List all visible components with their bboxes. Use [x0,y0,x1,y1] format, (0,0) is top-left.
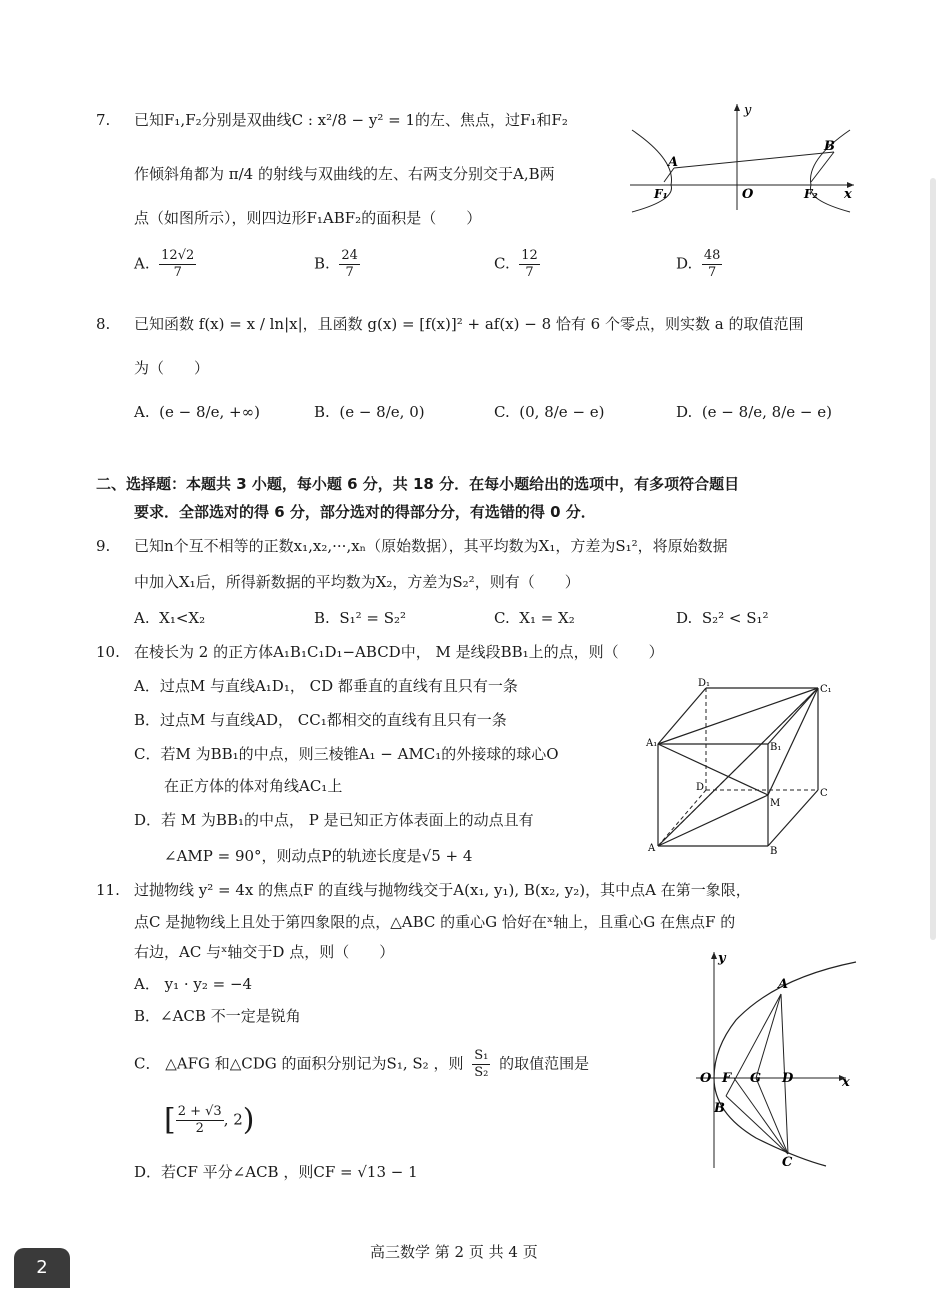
q7-option-a: A. $\frac{12√2}{7}$ [134,248,195,280]
q10-cube-figure [644,676,832,856]
fig11-label-b: B [714,1101,725,1116]
q11-option-c: C． △AFG 和△CDG 的面积分别记为S₁, S₂ ，则 $\frac{\text{S₁}}{\text{S₂}}$ 的取值范围是 [134,1048,590,1080]
q7-line1: 已知F₁,F₂分别是双曲线C : x²/8 − y² = 1的左、焦点，过F₁和F₂ [134,111,568,129]
q8-line2: 为（ ） [134,359,210,377]
q11-line3: 右边，AC 与ˣ轴交于D 点，则（ ） [134,943,395,961]
fig11-label-x: x [842,1075,850,1090]
fig10-label-d1: D₁ [698,678,711,689]
q10-option-c-line2: 在正方体的体对角线AC₁上 [164,777,343,795]
q8-option-c: C. (0, 8/e − e) [494,403,605,421]
fig7-label-a: A [668,155,679,170]
q7-option-c: C. $\frac{12}{7}$ [494,248,538,280]
q9-option-b: B. S₁² = S₂² [314,609,407,627]
fig10-label-c1: C₁ [820,684,832,695]
fig11-label-a: A [778,977,789,992]
q11-number: 11. [96,881,120,899]
q11-parabola-figure [696,948,858,1170]
q8-number: 8. [96,315,111,333]
fig11-label-c: C [782,1155,793,1170]
q11-option-b: B．∠ACB 不一定是锐角 [134,1007,301,1025]
ray-f2-b [811,152,834,182]
fig7-label-f2: F₂ [804,187,818,201]
section2-heading-line1: 二、选择题：本题共 3 小题，每小题 6 分，共 18 分．在每小题给出的选项中，有多项符合题目 [96,475,740,493]
scrollbar[interactable] [930,178,936,940]
fig10-label-a1: A₁ [646,738,658,749]
fig11-label-o: O [700,1071,712,1086]
q9-line2: 中加入X₁后，所得新数据的平均数为X₂，方差为S₂²，则有（ ） [134,573,580,591]
q10-option-a: A．过点M 与直线A₁D₁， CD 都垂直的直线有且只有一条 [134,677,518,695]
q7-option-d: D. $\frac{48}{7}$ [676,248,721,280]
q10-option-c-line1: C．若M 为BB₁的中点，则三棱锥A₁ − AMC₁的外接球的球心O [134,745,559,763]
q8-line1: 已知函数 f(x) = x / ln|x|，且函数 g(x) = [f(x)]² + af(x) − 8 恰有 6 个零点，则实数 a 的取值范围 [134,315,804,333]
q8-option-a: A. (e − 8/e, +∞) [134,403,260,421]
fig10-label-m: M [770,798,781,809]
segment-a-b [674,152,834,168]
page-footer: 高三数学 第 2 页 共 4 页 [370,1243,538,1261]
q8-option-b: B. (e − 8/e, 0) [314,403,425,421]
q11-line1: 过抛物线 y² = 4x 的焦点F 的直线与抛物线交于A(x₁, y₁), B(x₂, y₂)，其中点A 在第一象限， [134,881,751,899]
q9-line1: 已知n个互不相等的正数x₁,x₂,···,xₙ（原始数据），其平均数为X₁，方差为S₁²，将原始数据 [134,537,728,555]
fig10-label-c: C [820,788,828,799]
q7-hyperbola-figure [626,100,858,215]
q10-number: 10. [96,643,120,661]
fig7-label-f1: F₁ [654,187,668,201]
q9-option-d: D. S₂² < S₁² [676,609,769,627]
q8-option-d: D. (e − 8/e, 8/e − e) [676,403,832,421]
q9-number: 9. [96,537,111,555]
q7-line2: 作倾斜角都为 π/4 的射线与双曲线的左、右两支分别交于A,B两 [134,165,555,183]
fig7-label-b: B [824,139,835,154]
q10-option-d-line2: ∠AMP = 90°，则动点P的轨迹长度是√5 + 4 [164,847,473,865]
fig7-label-x: x [844,187,852,202]
q11-option-d: D．若CF 平分∠ACB ，则CF = √13 − 1 [134,1163,418,1181]
fig11-label-g: G [750,1071,762,1086]
q9-option-c: C. X₁ = X₂ [494,609,575,627]
q11-line2: 点C 是抛物线上且处于第四象限的点，△ABC 的重心G 恰好在ˣ轴上，且重心G 在焦点F 的 [134,913,736,931]
fig11-label-f: F [722,1071,732,1086]
fig11-label-y: y [718,951,726,966]
fig11-label-d: D [782,1071,794,1086]
section2-heading-line2: 要求．全部选对的得 6 分，部分选对的得部分分，有选错的得 0 分． [134,503,596,521]
q9-option-a: A. X₁<X₂ [134,609,206,627]
ray-f1-a [664,168,674,182]
fig10-label-a: A [648,843,656,854]
q10-line1: 在棱长为 2 的正方体A₁B₁C₁D₁−ABCD中， M 是线段BB₁上的点，则（ ） [134,643,664,661]
fig10-label-b1: B₁ [770,742,782,753]
page-tab[interactable]: 2 [14,1248,70,1288]
q7-option-b: B. $\frac{24}{7}$ [314,248,358,280]
q7-number: 7. [96,111,111,129]
fig10-label-b: B [770,846,778,856]
q10-option-d-line1: D．若 M 为BB₁的中点， P 是已知正方体表面上的动点且有 [134,811,534,829]
fig7-label-o: O [742,187,754,202]
q11-option-c-range: [ $\frac{2 + √3}{2}$ , 2) [164,1102,255,1138]
q10-option-b: B．过点M 与直线AD， CC₁都相交的直线有且只有一条 [134,711,507,729]
fig7-label-y: y [744,103,752,118]
q7-line3: 点（如图所示），则四边形F₁ABF₂的面积是（ ） [134,209,482,227]
q11-option-a: A． y₁ · y₂ = −4 [134,975,253,993]
fig10-label-d: D [696,782,705,793]
